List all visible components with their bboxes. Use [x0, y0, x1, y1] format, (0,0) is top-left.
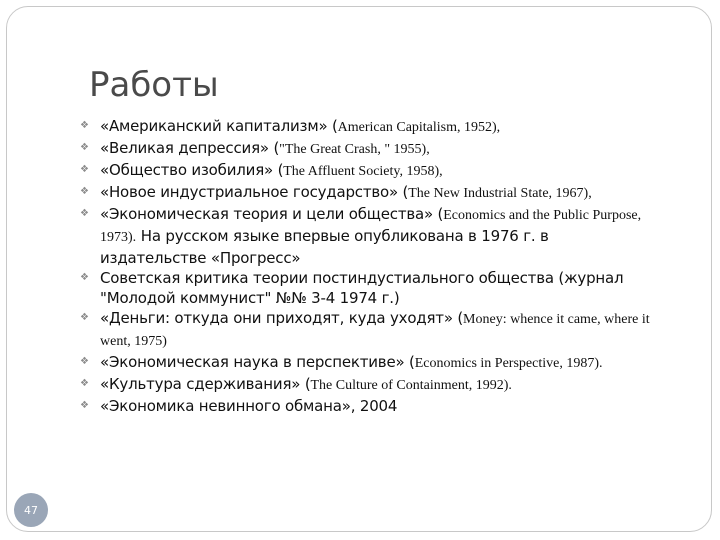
item-ru-text: «Экономическая теория и цели общества» ( [100, 205, 444, 223]
item-en-text: "The Great Crash, " 1955), [279, 142, 430, 157]
diamond-bullet-icon: ❖ [80, 208, 89, 219]
slide-title: Работы [89, 65, 219, 105]
item-ru-text: «Деньги: откуда они приходят, куда уходят» ( [100, 309, 464, 327]
item-ru-text: Советская критика теории постиндустиального общества (журнал "Молодой коммунист" №№ 3-4 1974 г.) [100, 269, 624, 307]
list-item [78, 182, 658, 204]
diamond-bullet-icon: ❖ [80, 378, 89, 389]
item-ru-note: На русском языке впервые опубликована в 1976 г. в издательстве «Прогресс» [100, 227, 549, 267]
item-en-text: American Capitalism, 1952), [337, 120, 501, 135]
list-item [78, 268, 658, 308]
list-item [78, 138, 658, 160]
diamond-bullet-icon: ❖ [80, 142, 89, 153]
item-en-text: Economics in Perspective, 1987). [414, 356, 603, 371]
diamond-bullet-icon: ❖ [80, 186, 89, 197]
item-en-text: The Culture of Containment, 1992). [310, 378, 512, 393]
item-ru-text: «Великая депрессия» ( [100, 139, 280, 157]
list-item [78, 204, 658, 268]
diamond-bullet-icon: ❖ [80, 164, 89, 175]
item-ru-text: «Культура сдерживания» ( [100, 375, 311, 393]
diamond-bullet-icon: ❖ [80, 400, 89, 411]
item-ru-text: «Общество изобилия» ( [100, 161, 284, 179]
list-item [78, 160, 658, 182]
item-ru-text: «Экономическая наука в перспективе» ( [100, 353, 415, 371]
item-en-text: Economics and the Public Purpose, 1973). [100, 208, 642, 245]
item-ru-text: «Экономика невинного обмана», 2004 [100, 397, 398, 415]
diamond-bullet-icon: ❖ [80, 120, 89, 131]
item-en-text: Money: whence it came, where it went, 1975) [100, 312, 650, 349]
item-ru-text: «Американский капитализм» ( [100, 117, 338, 135]
list-item [78, 374, 658, 396]
list-item [78, 396, 658, 416]
diamond-bullet-icon: ❖ [80, 272, 89, 283]
list-item [78, 116, 658, 138]
diamond-bullet-icon: ❖ [80, 312, 89, 323]
item-en-text: The Affluent Society, 1958), [283, 164, 443, 179]
works-list [78, 116, 658, 416]
list-item [78, 352, 658, 374]
diamond-bullet-icon: ❖ [80, 356, 89, 367]
item-ru-text: «Новое индустриальное государство» ( [100, 183, 409, 201]
item-en-text: The New Industrial State, 1967), [408, 186, 592, 201]
list-item [78, 308, 658, 352]
page-number-badge: 47 [14, 493, 48, 527]
